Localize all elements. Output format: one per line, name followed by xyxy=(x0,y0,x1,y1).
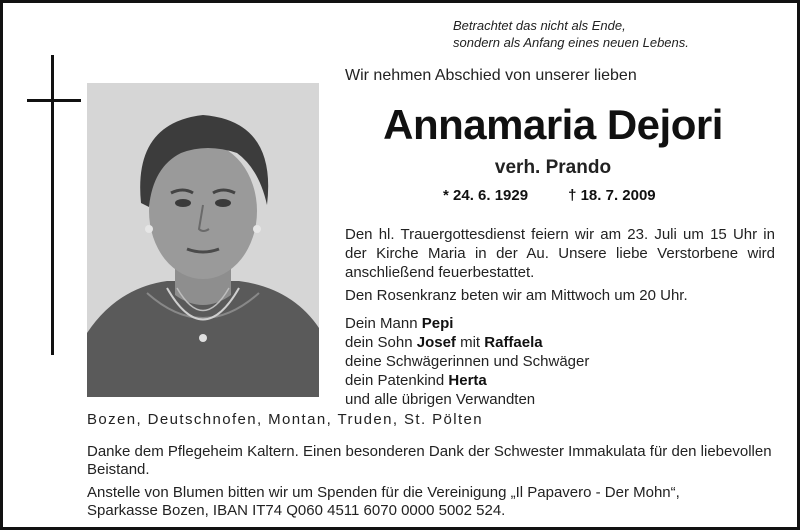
quote-line: Betrachtet das nicht als Ende, xyxy=(453,18,626,33)
places-line: Bozen, Deutschnofen, Montan, Truden, St. Pölten xyxy=(87,411,484,428)
portrait-photo xyxy=(87,83,319,397)
mourner-name: Herta xyxy=(448,372,487,389)
life-dates xyxy=(443,187,656,204)
deceased-name: Annamaria Dejori xyxy=(383,101,723,148)
mourner-connector: mit xyxy=(455,334,485,351)
donation-text xyxy=(87,484,787,520)
mourner-line xyxy=(345,314,589,333)
quote-line: sondern als Anfang eines neuen Lebens. xyxy=(453,35,689,50)
mourners-list xyxy=(345,314,589,409)
mourner-relation: dein Sohn xyxy=(345,334,417,351)
thanks-text: Danke dem Pflegeheim Kaltern. Einen besonderen Dank der Schwester Immakulata für den liebevollen Beistand. xyxy=(87,443,772,478)
married-name: verh. Prando xyxy=(494,157,612,178)
funeral-mass-text: Den hl. Trauergottesdienst feiern wir am 23. Juli um 15 Uhr in der Kirche Maria in der Au. Unsere liebe Verstorbene wird anschließend feuerbestattet. xyxy=(345,226,775,281)
cross-icon-bar xyxy=(27,99,81,102)
intro-line: Wir nehmen Abschied von unserer lieben xyxy=(345,67,637,84)
mourner-name: Raffaela xyxy=(484,334,543,351)
death-date: † 18. 7. 2009 xyxy=(568,187,656,204)
donation-line: Anstelle von Blumen bitten wir um Spenden für die Vereinigung „Il Papavero - Der Mohn“, xyxy=(87,484,680,501)
mourner-name: Josef xyxy=(416,334,456,351)
epigraph-quote xyxy=(453,17,753,51)
birth-date: * 24. 6. 1929 xyxy=(443,187,529,204)
donation-bank-line: Sparkasse Bozen, IBAN IT74 Q060 4511 6070 0000 5002 524. xyxy=(87,502,506,519)
mourner-line: und alle übrigen Verwandten xyxy=(345,391,536,408)
mourner-name: Pepi xyxy=(421,315,454,332)
rosary-text: Den Rosenkranz beten wir am Mittwoch um 20 Uhr. xyxy=(345,287,688,304)
mourner-relation: Dein Mann xyxy=(345,315,422,332)
mourner-line xyxy=(345,333,589,352)
mourner-line: deine Schwägerinnen und Schwäger xyxy=(345,353,590,370)
mourner-line xyxy=(345,371,589,390)
mourner-relation: dein Patenkind xyxy=(345,372,449,389)
service-details xyxy=(345,225,775,309)
